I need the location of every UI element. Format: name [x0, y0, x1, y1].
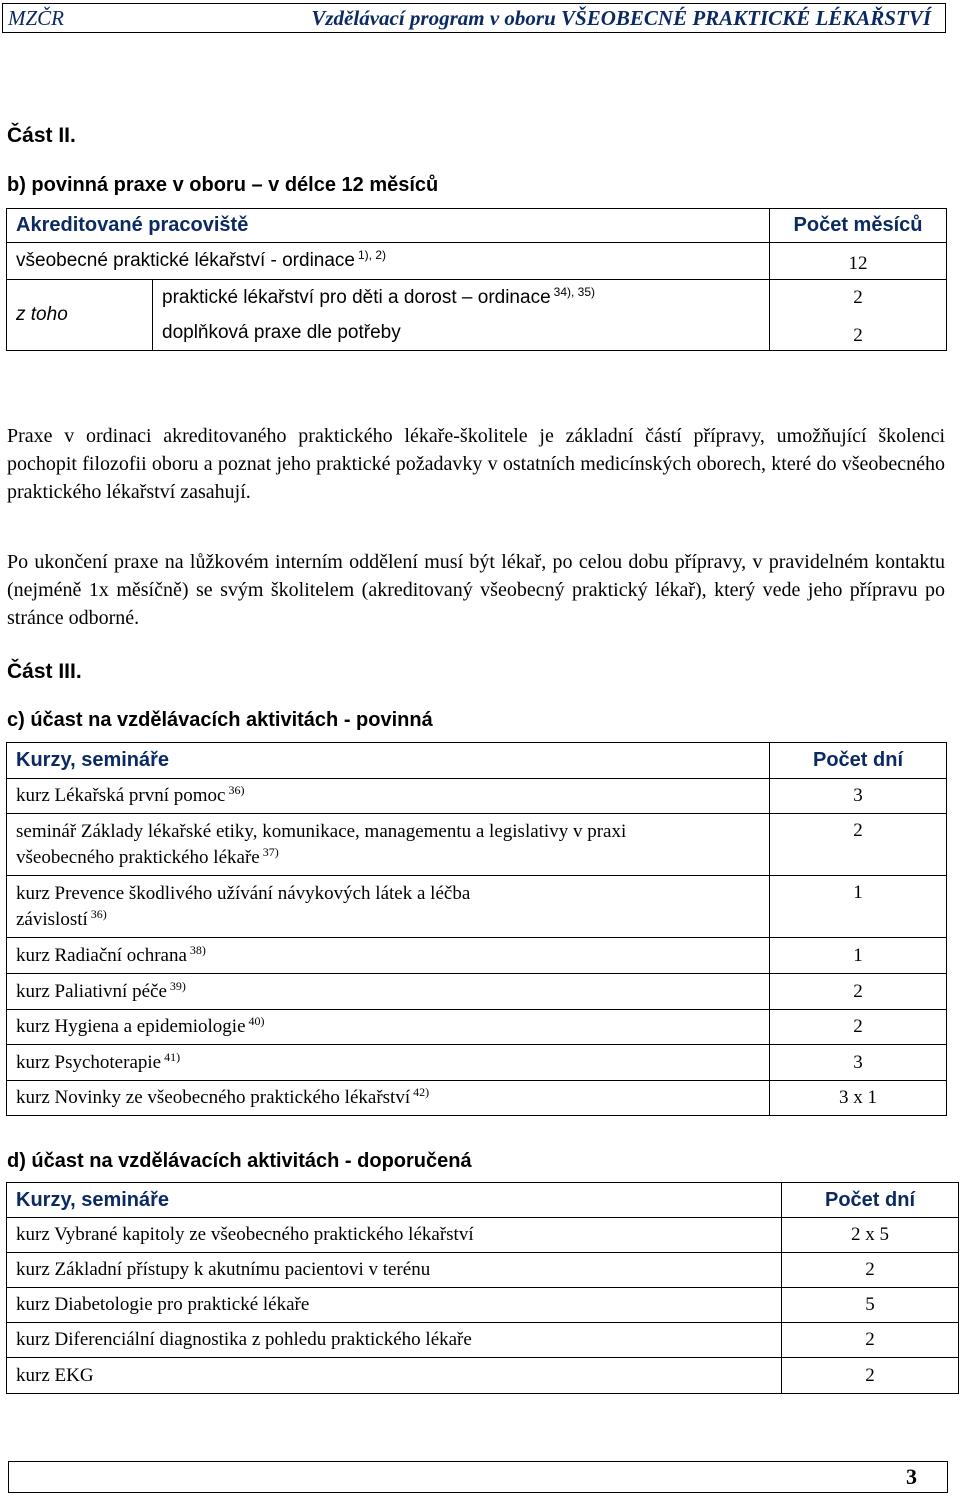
course-label: kurz Novinky ze všeobecného praktického lékařství $^{42)}$ [7, 1081, 770, 1116]
course-days: 2 [770, 814, 947, 876]
part2-title: Část II. [7, 124, 76, 147]
paragraph-kontakt: Po ukončení praxe na lůžkovém interním oddělení musí být lékař, po celou dobu přípravy, v pravidelném kontaktu (nejméně 1x měsíčně) se svým školitelem (akreditovaný všeobecný praktický lékař), který vede jeho přípravu po stránce odborné. [7, 551, 945, 629]
course-label: kurz Základní přístupy k akutnímu pacientovi v terénu [7, 1253, 782, 1288]
page-footer [8, 1461, 948, 1493]
table-row [7, 1253, 959, 1288]
table-row [7, 280, 947, 317]
table-c-header-courses: Kurzy, semináře [7, 743, 770, 779]
part3-subtitle-c: c) účast na vzdělávacích aktivitách - povinná [7, 709, 433, 731]
course-days: 2 [782, 1253, 959, 1288]
course-label: kurz Vybrané kapitoly ze všeobecného praktického lékařství [7, 1218, 782, 1253]
table-row [7, 1288, 959, 1323]
course-days: 3 [770, 779, 947, 814]
table-row [7, 974, 947, 1010]
table-praxe-header-months: Počet měsíců [770, 209, 947, 243]
course-days: 2 [770, 1010, 947, 1045]
praxe-ztoho: z toho [7, 280, 153, 351]
course-days: 3 [770, 1045, 947, 1081]
table-row [7, 1358, 959, 1394]
course-label: seminář Základy lékařské etiky, komunikace, managementu a legislativy v praxi všeobecného praktického lékaře $^{37)}$ [7, 814, 770, 876]
praxe-row-label: praktické lékařství pro děti a dorost – ordinace $^{34), 35)}$ [153, 280, 770, 317]
table-row [7, 876, 947, 938]
table-d-header-days: Počet dní [782, 1183, 959, 1218]
paragraph-praxe: Praxe v ordinaci akreditovaného praktického lékaře-školitele je základní částí přípravy, umožňující školenci pochopit filozofii oboru a poznat jeho praktické požadavky v ostatních medicínských oborech, které do všeobecného praktického lékařství zasahují. [7, 425, 945, 503]
header-title: Vzdělávací program v oboru VŠEOBECNÉ PRAKTICKÉ LÉKAŘSTVÍ [311, 6, 931, 30]
table-courses-mandatory [6, 742, 947, 1116]
course-label: kurz Lékařská první pomoc $^{36)}$ [7, 779, 770, 814]
course-label: kurz Hygiena a epidemiologie $^{40)}$ [7, 1010, 770, 1045]
table-row [7, 779, 947, 814]
table-d-header-courses: Kurzy, semináře [7, 1183, 782, 1218]
table-row [7, 1218, 959, 1253]
part3-title: Část III. [7, 660, 82, 683]
course-days: 2 [782, 1323, 959, 1358]
table-row [7, 1045, 947, 1081]
course-days: 2 [782, 1358, 959, 1394]
table-row [7, 938, 947, 974]
table-praxe-header-workplace: Akreditované pracoviště [7, 209, 770, 243]
table-row [7, 1010, 947, 1045]
praxe-row-label: doplňková praxe dle potřeby [153, 317, 770, 351]
page-number: 3 [906, 1464, 917, 1489]
praxe-row-value: 2 [770, 317, 947, 351]
praxe-row-label: všeobecné praktické lékařství - ordinace $^{1), 2)}$ [7, 243, 770, 280]
course-label: kurz Psychoterapie $^{41)}$ [7, 1045, 770, 1081]
course-label: kurz EKG [7, 1358, 782, 1394]
table-row [7, 1081, 947, 1116]
course-days: 2 [770, 974, 947, 1010]
table-row [7, 1323, 959, 1358]
course-days: 1 [770, 938, 947, 974]
table-c-header-days: Počet dní [770, 743, 947, 779]
course-label: kurz Diferenciální diagnostika z pohledu praktického lékaře [7, 1323, 782, 1358]
praxe-row-value: 12 [770, 243, 947, 280]
course-label: kurz Paliativní péče $^{39)}$ [7, 974, 770, 1010]
page-header [2, 3, 946, 33]
course-label: kurz Diabetologie pro praktické lékaře [7, 1288, 782, 1323]
table-courses-recommended [6, 1182, 959, 1394]
course-days: 2 x 5 [782, 1218, 959, 1253]
part2-subtitle: b) povinná praxe v oboru – v délce 12 měsíců [7, 174, 439, 196]
course-days: 5 [782, 1288, 959, 1323]
course-days: 3 x 1 [770, 1081, 947, 1116]
table-row [7, 814, 947, 876]
course-label: kurz Radiační ochrana $^{38)}$ [7, 938, 770, 974]
part3-subtitle-d: d) účast na vzdělávacích aktivitách - doporučená [7, 1150, 472, 1172]
course-label: kurz Prevence škodlivého užívání návykových látek a léčba závislostí $^{36)}$ [7, 876, 770, 938]
course-days: 1 [770, 876, 947, 938]
table-row [7, 243, 947, 280]
praxe-row-value: 2 [770, 280, 947, 317]
table-praxe [6, 208, 947, 351]
header-left: MZČR [8, 6, 65, 30]
